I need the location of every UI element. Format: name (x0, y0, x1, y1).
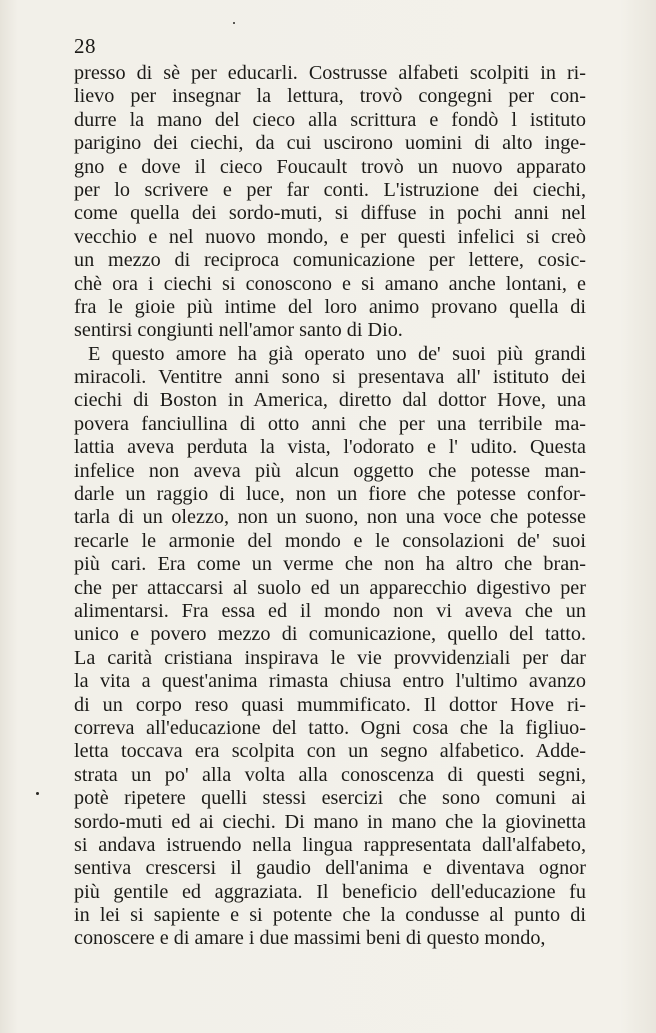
text-line: La carità cristiana inspirava le vie provvidenziali per dar (74, 646, 586, 669)
text-line: gno e dove il cieco Foucault trovò un nuovo apparato (74, 155, 586, 178)
text-line: povera fanciullina di otto anni che per una terribile ma- (74, 412, 586, 435)
print-speck (233, 22, 235, 24)
text-line: durre la mano del cieco alla scrittura e fondò l istituto (74, 108, 586, 131)
text-line: in lei si sapiente e si potente che la condusse al punto di (74, 904, 586, 927)
text-line: correva all'educazione del tatto. Ogni cosa che la figliuo- (74, 716, 586, 739)
text-line: come quella dei sordo-muti, si diffuse in pochi anni nel (74, 202, 586, 225)
text-line: alimentarsi. Fra essa ed il mondo non vi aveva che un (74, 599, 586, 622)
text-line: potè ripetere quelli stessi esercizi che sono comuni ai (74, 787, 586, 810)
text-line: parigino dei ciechi, da cui uscirono uomini di alto inge- (74, 132, 586, 155)
text-line: lattia aveva perduta la vista, l'odorato e l' udito. Questa (74, 436, 586, 459)
text-line: strata un po' alla volta alla conoscenza di questi segni, (74, 763, 586, 786)
text-line: miracoli. Ventitre anni sono si presentava all' istituto dei (74, 366, 586, 389)
text-line: si andava istruendo nella lingua rappresentata dall'alfabeto, (74, 833, 586, 856)
text-line: letta toccava era scolpita con un segno alfabetico. Adde- (74, 740, 586, 763)
text-line: vecchio e nel nuovo mondo, e per questi infelici si creò (74, 225, 586, 248)
text-line: sentiva crescersi il gaudio dell'anima e diventava ognor (74, 857, 586, 880)
text-line: lievo per insegnar la lettura, trovò congegni per con- (74, 85, 586, 108)
text-line: sordo-muti ed ai ciechi. Di mano in mano che la giovinetta (74, 810, 586, 833)
text-line: che per attaccarsi al suolo ed un apparecchio digestivo per (74, 576, 586, 599)
print-speck (36, 792, 39, 795)
text-line: un mezzo di reciproca comunicazione per lettere, cosic- (74, 249, 586, 272)
text-line: fra le gioie più intime del loro animo provano quella di (74, 295, 586, 318)
text-line: infelice non aveva più alcun oggetto che potesse man- (74, 459, 586, 482)
text-line: più gentile ed aggraziata. Il beneficio dell'educazione fu (74, 880, 586, 903)
text-line: la vita a quest'anima rimasta chiusa entro l'ultimo avanzo (74, 670, 586, 693)
text-line: ciechi di Boston in America, diretto dal dottor Hove, una (74, 389, 586, 412)
text-line: darle un raggio di luce, non un fiore che potesse confor- (74, 483, 586, 506)
text-line: più cari. Era come un verme che non ha altro che bran- (74, 553, 586, 576)
text-line: per lo scrivere e per far conti. L'istruzione dei ciechi, (74, 178, 586, 201)
text-line: tarla di un olezzo, non un suono, non una voce che potesse (74, 506, 586, 529)
page-body-text (74, 62, 586, 951)
text-line: unico e povero mezzo di comunicazione, quello del tatto. (74, 623, 586, 646)
text-line: sentirsi congiunti nell'amor santo di Dio. (74, 319, 403, 342)
page-number: 28 (74, 34, 96, 58)
text-line: E questo amore ha già operato uno de' suoi più grandi (88, 342, 586, 365)
text-line: recarle le armonie del mondo e le consolazioni de' suoi (74, 529, 586, 552)
text-line: conoscere e di amare i due massimi beni di questo mondo, (74, 927, 546, 950)
text-line: presso di sè per educarli. Costrusse alfabeti scolpiti in ri- (74, 62, 586, 84)
text-line: di un corpo reso quasi mummificato. Il dottor Hove ri- (74, 693, 586, 716)
text-line: chè ora i ciechi si conoscono e si amano anche lontani, e (74, 272, 586, 295)
